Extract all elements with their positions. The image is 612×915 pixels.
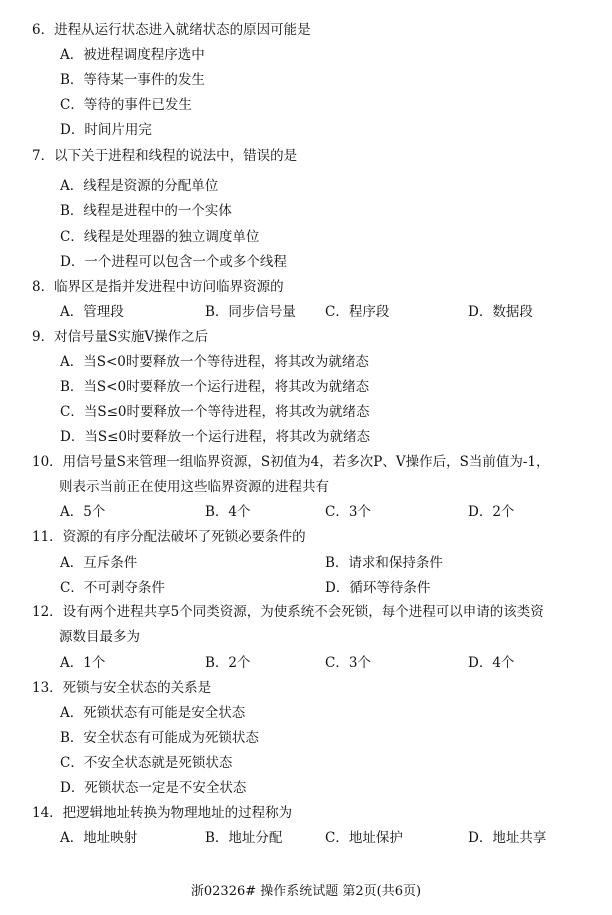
question-10-options	[0, 503, 612, 521]
question-8-options	[0, 303, 612, 321]
question-7-option-d: D．一个进程可以包含一个或多个线程	[60, 254, 287, 270]
question-8-stem: 8．临界区是指并发进程中访问临界资源的	[32, 279, 284, 295]
question-13-option-d: D．死锁状态一定是不安全状态	[60, 780, 247, 796]
question-7-option-a: A．线程是资源的分配单位	[60, 178, 219, 194]
question-12-option-a: A．1个	[60, 655, 106, 671]
question-6-option-a: A．被进程调度程序选中	[60, 47, 205, 63]
page-footer: 浙02326# 操作系统试题 第2页(共6页)	[190, 884, 422, 899]
question-8-option-c: C．程序段	[325, 304, 390, 320]
question-9-stem: 9．对信号量S实施V操作之后	[32, 329, 209, 345]
question-10-option-d: D．2个	[468, 504, 515, 520]
question-9-option-c: C．当S≤0时要释放一个等待进程，将其改为就绪态	[60, 404, 370, 420]
question-7-option-c: C．线程是处理器的独立调度单位	[60, 229, 260, 245]
question-12-option-d: D．4个	[468, 655, 515, 671]
question-14-options	[0, 829, 612, 847]
question-13-option-a: A．死锁状态有可能是安全状态	[60, 705, 246, 721]
question-14-stem: 14．把逻辑地址转换为物理地址的过程称为	[32, 805, 293, 821]
question-11-options-row-2	[0, 579, 612, 597]
question-11-option-b: B．请求和保持条件	[325, 555, 443, 571]
question-13-stem: 13．死锁与安全状态的关系是	[32, 680, 212, 696]
question-11-stem: 11．资源的有序分配法破坏了死锁必要条件的	[32, 529, 306, 545]
question-14-option-a: A．地址映射	[60, 830, 138, 846]
question-6-option-d: D．时间片用完	[60, 122, 152, 138]
question-13-option-c: C．不安全状态就是死锁状态	[60, 755, 233, 771]
question-11-option-a: A．互斥条件	[60, 555, 138, 571]
question-9-option-b: B．当S<0时要释放一个运行进程，将其改为就绪态	[60, 379, 370, 395]
question-6-stem: 6．进程从运行状态进入就绪状态的原因可能是	[32, 22, 311, 38]
question-14-option-d: D．地址共享	[468, 830, 547, 846]
question-12-stem-continued: 源数目最多为	[59, 629, 140, 645]
question-10-option-b: B．4个	[205, 504, 251, 520]
question-10-stem: 10．用信号量S来管理一组临界资源，S初值为4，若多次P、V操作后，S当前值为-1，	[32, 454, 550, 470]
question-13-option-b: B．安全状态有可能成为死锁状态	[60, 730, 259, 746]
question-8-option-d: D．数据段	[468, 304, 533, 320]
question-12-option-c: C．3个	[325, 655, 371, 671]
question-11-options-row-1	[0, 554, 612, 572]
question-6-option-b: B．等待某一事件的发生	[60, 72, 205, 88]
question-8-option-a: A．管理段	[60, 304, 124, 320]
question-7-stem: 7．以下关于进程和线程的说法中，错误的是	[32, 148, 298, 164]
question-12-stem: 12．设有两个进程共享5个同类资源，为使系统不会死锁，每个进程可以申请的该类资	[32, 604, 544, 620]
question-7-option-b: B．线程是进程中的一个实体	[60, 203, 232, 219]
question-11-option-d: D．循环等待条件	[325, 580, 431, 596]
question-12-option-b: B．2个	[205, 655, 251, 671]
question-14-option-c: C．地址保护	[325, 830, 403, 846]
question-10-option-a: A．5个	[60, 504, 106, 520]
question-9-option-a: A．当S<0时要释放一个等待进程，将其改为就绪态	[60, 354, 369, 370]
question-12-options	[0, 654, 612, 672]
question-11-option-c: C．不可剥夺条件	[60, 580, 165, 596]
question-6-option-c: C．等待的事件已发生	[60, 97, 192, 113]
question-10-option-c: C．3个	[325, 504, 371, 520]
question-10-stem-continued: 则表示当前正在使用这些临界资源的进程共有	[59, 479, 329, 495]
question-9-option-d: D．当S≤0时要释放一个运行进程，将其改为就绪态	[60, 429, 370, 445]
question-14-option-b: B．地址分配	[205, 830, 283, 846]
question-8-option-b: B．同步信号量	[205, 304, 296, 320]
